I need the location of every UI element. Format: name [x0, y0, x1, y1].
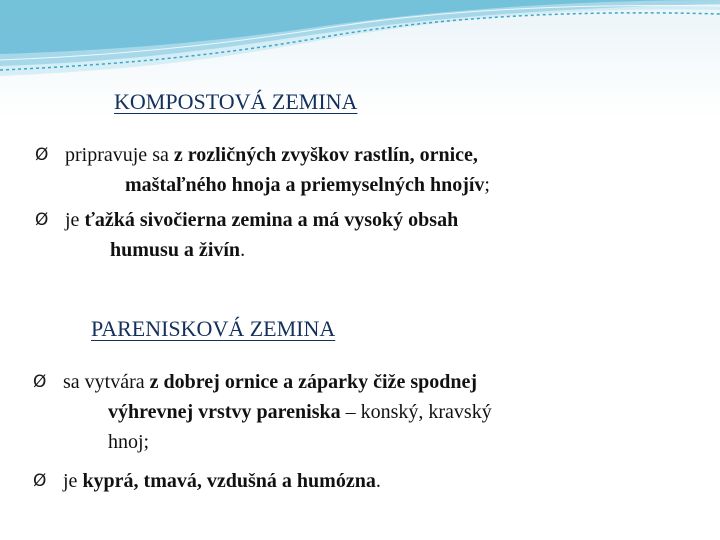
bullet-line: humusu a živín. — [110, 239, 246, 261]
arrow-bullet-icon: Ø — [35, 145, 49, 165]
section-heading-kompostova: KOMPOSTOVÁ ZEMINA — [114, 89, 358, 114]
bullet-line: výhrevnej vrstvy pareniska – konský, kravský — [108, 401, 492, 423]
bullet-line: hnoj; — [108, 431, 150, 453]
arrow-bullet-icon: Ø — [35, 210, 49, 230]
bullet-line: pripravuje sa z rozličných zvyškov rastlín, ornice, — [65, 144, 478, 166]
bullet-item-kompostova-1 — [35, 140, 490, 200]
decorative-swoosh-header — [0, 0, 720, 90]
bullet-item-pareniskova-2 — [33, 466, 381, 496]
bullet-item-kompostova-2 — [35, 205, 459, 265]
bullet-line: je ťažká sivočierna zemina a má vysoký obsah — [65, 209, 459, 231]
section-heading-pareniskova: PARENISKOVÁ ZEMINA — [91, 316, 336, 341]
bullet-line: maštaľného hnoja a priemyselných hnojív; — [125, 174, 490, 196]
bullet-line: je kyprá, tmavá, vzdušná a humózna. — [63, 470, 381, 492]
arrow-bullet-icon: Ø — [33, 471, 47, 491]
bullet-line: sa vytvára z dobrej ornice a záparky čiže spodnej — [63, 371, 478, 393]
arrow-bullet-icon: Ø — [33, 372, 47, 392]
bullet-item-pareniskova-1 — [33, 367, 492, 457]
